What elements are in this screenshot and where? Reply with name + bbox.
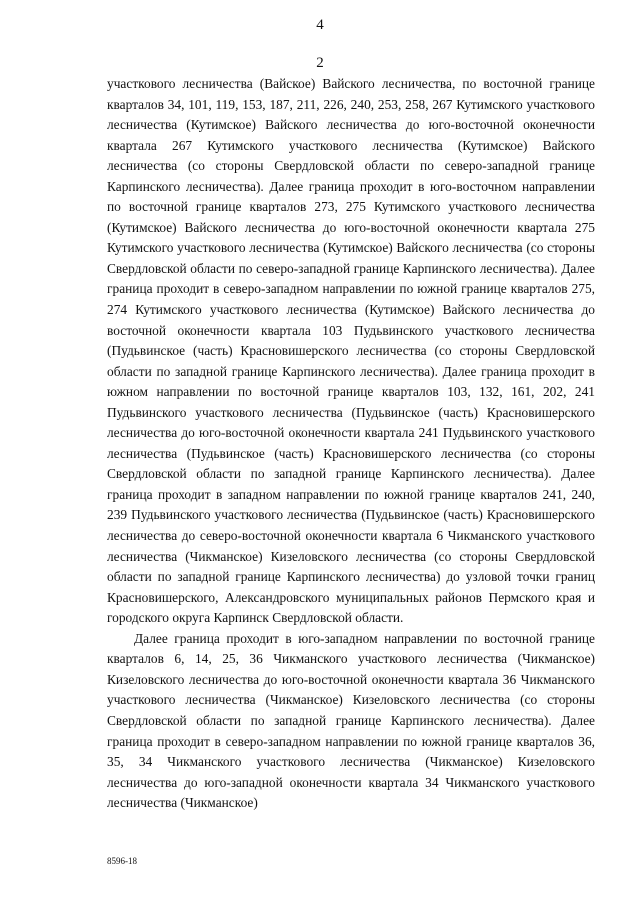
page-number: 4: [316, 17, 324, 33]
document-code: 8596-18: [107, 856, 137, 866]
paragraph-1: участкового лесничества (Вайское) Вайского лесничества, по восточной границе кварталов 34, 101, 119, 153, 187, 211, 226, 240, 253, 258, 267 Кутимского участкового лесничества (Кутимское) Вайского лесничества до юго-восточной оконечности квартала 267 Кутимского участкового лесничества (Кутимское) Вайского лесничества (со стороны Свердловской области по северо-западной границе Карпинского лесничества). Далее граница проходит в юго-восточном направлении по восточной границе кварталов 273, 275 Кутимского участкового лесничества (Кутимское) Вайского лесничества до юго-восточной оконечности квартала 275 Кутимского участкового лесничества (Кутимское) Вайского лесничества (со стороны Свердловской области по северо-западной границе Карпинского лесничества). Далее граница проходит в северо-западном направлении по южной границе кварталов 275, 274 Кутимского участкового лесничества (Кутимское) Вайского лесничества до восточной оконечности квартала 103 Пудьвинского участкового лесничества (Пудьвинское (часть) Красновишерского лесничества (со стороны Свердловской области по западной границе Карпинского лесничества). Далее граница проходит в южном направлении по восточной границе кварталов 103, 132, 161, 202, 241 Пудьвинского участкового лесничества (Пудьвинское (часть) Красновишерского лесничества до юго-восточной оконечности квартала 241 Пудьвинского участкового лесничества (Пудьвинское (часть) Красновишерского лесничества (со стороны Свердловской области по западной границе Карпинского лесничества). Далее граница проходит в западном направлении по южной границе кварталов 241, 240, 239 Пудьвинского участкового лесничества (Пудьвинское (часть) Красновишерского лесничества до северо-восточной оконечности квартала 6 Чикманского участкового лесничества (Чикманское) Кизеловского лесничества (со стороны Свердловской области по западной границе Карпинского лесничества) до узловой точки границ Красновишерского, Александровского муниципальных районов Пермского края и городского округа Карпинск Свердловской области.: [107, 76, 595, 626]
paragraph-2: Далее граница проходит в юго-западном направлении по восточной границе кварталов 6, 14, 25, 36 Чикманского участкового лесничества (Чикманское) Кизеловского лесничества до юго-восточной оконечности квартала 36 Чикманского участкового лесничества (Чикманское) Кизеловского лесничества (со стороны Свердловской области по западной границе Карпинского лесничества). Далее граница проходит в северо-западном направлении по южной границе кварталов 36, 35, 34 Чикманского участкового лесничества (Чикманское) Кизеловского лесничества до юго-западной оконечности квартала 34 Чикманского участкового лесничества (Чикманское): [107, 630, 595, 811]
document-body: [107, 74, 595, 814]
sub-page-number: 2: [316, 55, 324, 71]
